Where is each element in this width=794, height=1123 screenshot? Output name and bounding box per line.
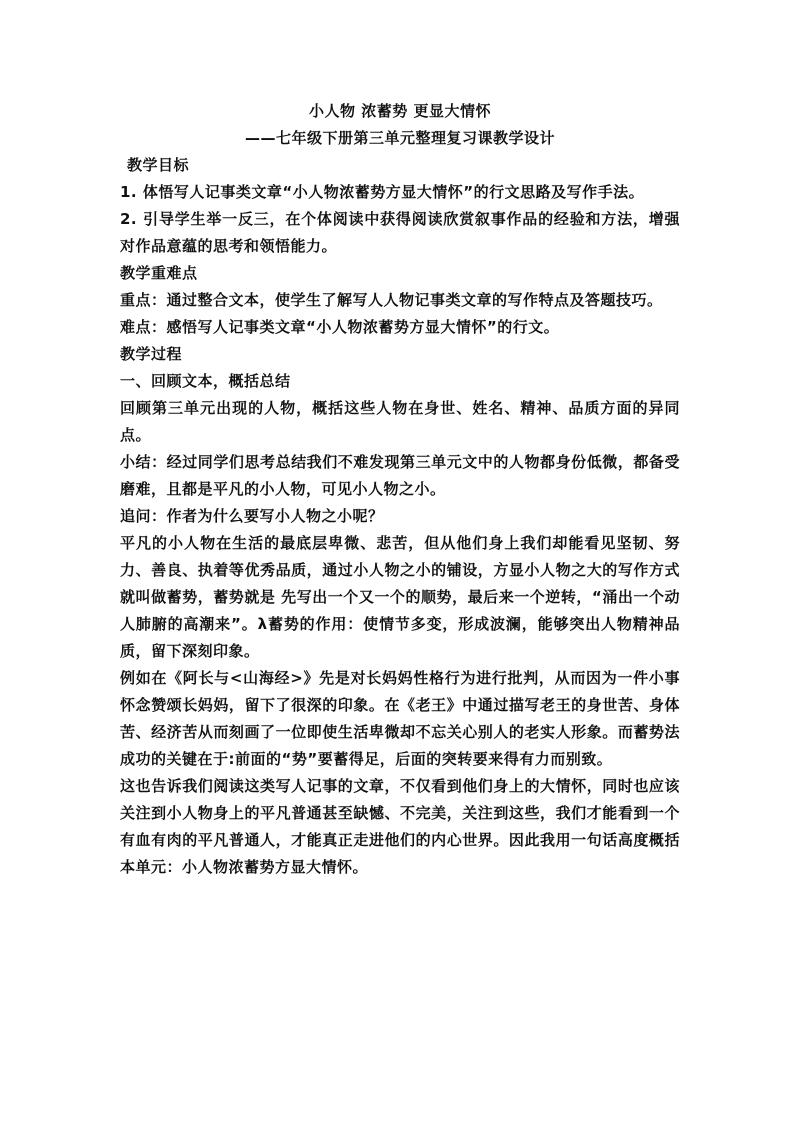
paragraph-1: 回顾第三单元出现的人物，概括这些人物在身世、姓名、精神、品质方面的异同点。 xyxy=(120,399,680,444)
paragraph-2: 小结：经过同学们思考总结我们不难发现第三单元文中的人物都身份低微，都备受磨难，且都是平凡的小人物，可见小人物之小。 xyxy=(120,453,680,498)
paragraph-4: 平凡的小人物在生活的最底层卑微、悲苦，但从他们身上我们却能看见坚韧、努力、善良、执着等优秀品质，通过小人物之小的铺设，方显小人物之大的写作方式就叫做蓄势，蓄势就是 先写出一个又一个的顺势，最后来一个逆转，“涌出一个动人肺腑的高潮来”。λ蓄势的作用：使情节多变，形成波澜，能够突出人物精神品质，留下深刻印象。 xyxy=(120,534,680,660)
step1-heading: 一、回顾文本，概括总结 xyxy=(120,372,291,390)
goal-2: 2. 引导学生举一反三，在个体阅读中获得阅读欣赏叙事作品的经验和方法，增强对作品意蕴的思考和领悟能力。 xyxy=(120,210,680,255)
paragraph-3: 追问：作者为什么要写小人物之小呢？ xyxy=(120,507,384,525)
document-subtitle: ——七年级下册第三单元整理复习课教学设计 xyxy=(244,129,555,147)
keys-heading: 教学重难点 xyxy=(120,264,198,282)
difficult-point: 难点：感悟写人记事类文章“小人物浓蓄势方显大情怀”的行文。 xyxy=(120,318,560,336)
document-body xyxy=(120,98,680,881)
document-title: 小人物 浓蓄势 更显大情怀 xyxy=(309,102,491,120)
process-heading: 教学过程 xyxy=(120,345,183,363)
paragraph-5: 例如在《阿长与<山海经>》先是对长妈妈性格行为进行批判，从而因为一件小事怀念赞颂长妈妈，留下了很深的印象。在《老王》中通过描写老王的身世苦、身体苦、经济苦从而刻画了一位即使生活卑微却不忘关心别人的老实人形象。而蓄势法成功的关键在于:前面的“势”要蓄得足，后面的突转要来得有力而别致。 xyxy=(120,669,680,768)
goal-1: 1. 体悟写人记事类文章“小人物浓蓄势方显大情怀”的行文思路及写作手法。 xyxy=(120,183,645,201)
goals-heading: 教学目标 xyxy=(127,156,190,174)
key-point: 重点：通过整合文本，使学生了解写人人物记事类文章的写作特点及答题技巧。 xyxy=(120,291,663,309)
paragraph-6: 这也告诉我们阅读这类写人记事的文章，不仅看到他们身上的大情怀，同时也应该关注到小人物身上的平凡普通甚至缺憾、不完美，关注到这些，我们才能看到一个有血有肉的平凡普通人，才能真正走进他们的内心世界。因此我用一句话高度概括本单元：小人物浓蓄势方显大情怀。 xyxy=(120,777,680,876)
